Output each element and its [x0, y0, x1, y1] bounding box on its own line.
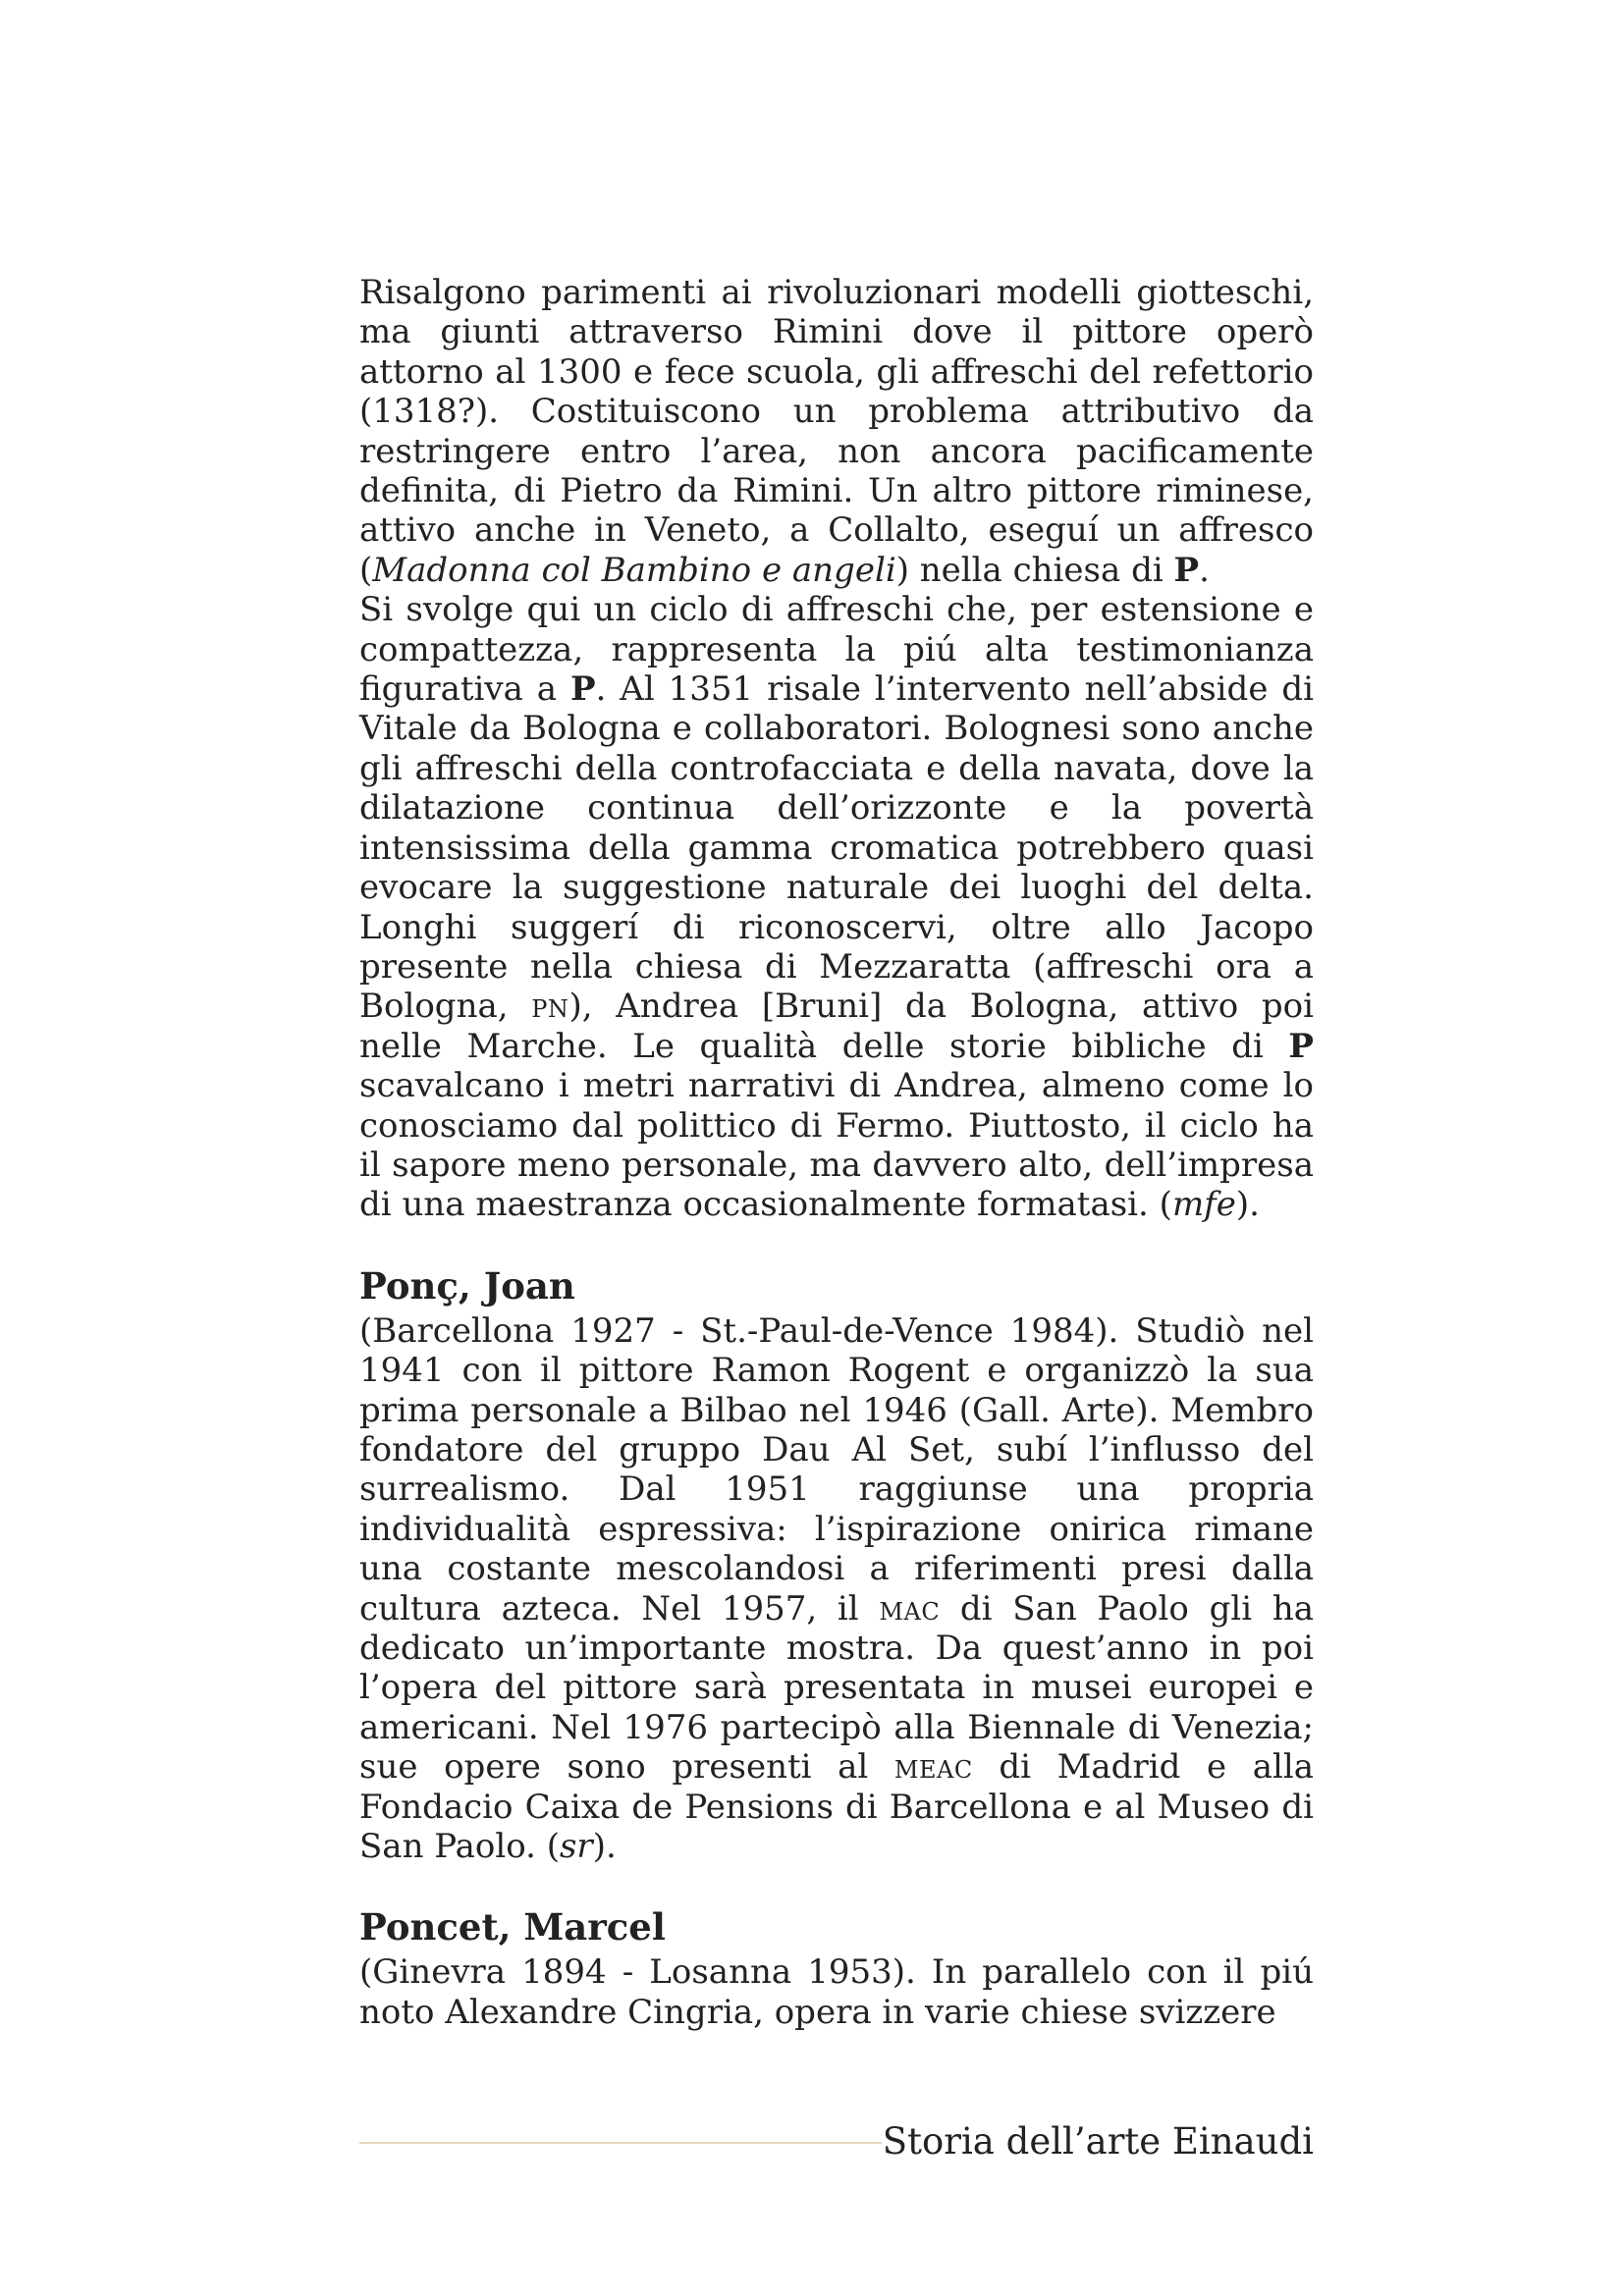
paragraph	[359, 273, 1314, 590]
footer-rule	[359, 2142, 882, 2144]
page-body	[359, 273, 1314, 2032]
text-run: . Al 1351 risale l’intervento nell’abside di Vitale da Bologna e collaboratori. Bolognesi sono anche gli affreschi della controfacciata e della navata, dove la dilatazione continua dell’orizzonte e la povertà intensissima della gamma cromatica potrebbero quasi evocare la suggestione naturale dei luoghi del delta. Longhi suggerí di riconoscervi, oltre allo Jacopo presente nella chiesa di Mezzaratta (affreschi ora a Bologna,	[359, 669, 1315, 1027]
bold-abbreviation: P	[1288, 1026, 1314, 1066]
text-run: di San Paolo gli ha dedicato un’importante mostra. Da quest’anno in poi l’opera del pittore sarà presentata in musei europei e americani. Nel 1976 partecipò alla Biennale di Venezia; sue opere sono presenti al	[359, 1588, 1314, 1788]
footer-publisher: Storia dell’arte Einaudi	[882, 2120, 1314, 2163]
text-run: ) nella chiesa di	[895, 550, 1174, 590]
entry-title: Ponç, Joan	[359, 1263, 575, 1308]
italic-text: Madonna col Bambino e angeli	[372, 550, 896, 590]
text-run: ), Andrea [Bruni] da Bologna, attivo poi nelle Marche. Le qualità delle storie bibliche di	[359, 987, 1315, 1066]
bold-abbreviation: P	[570, 669, 596, 710]
entry-title: Poncet, Marcel	[359, 1905, 666, 1949]
dictionary-entry	[359, 1905, 1314, 2032]
text-run: (Ginevra 1894 - Losanna 1953). In parallelo con il piú noto Alexandre Cingria, opera in varie chiese svizzere	[359, 1952, 1314, 2032]
paragraph	[359, 1952, 1314, 2032]
small-caps-abbreviation: pn	[531, 987, 569, 1027]
dictionary-entry	[359, 1264, 1314, 1867]
paragraph	[359, 590, 1314, 1225]
page-footer	[359, 2120, 1314, 2163]
bold-abbreviation: P	[1173, 550, 1200, 590]
text-run: (Barcellona 1927 - St.-Paul-de-Vence 1984). Studiò nel 1941 con il pittore Ramon Rogent e organizzò la sua prima personale a Bilbao nel 1946 (Gall. Arte). Membro fondatore del gruppo Dau Al Set, subí l’influsso del surrealismo. Dal 1951 raggiunse una propria individualità espressiva: l’ispirazione onirica rimane una costante mescolandosi a riferimenti presi dalla cultura azteca. Nel 1957, il	[359, 1310, 1314, 1629]
text-run: Risalgono parimenti ai rivoluzionari modelli giotteschi, ma giunti attraverso Rimini dove il pittore operò attorno al 1300 e fece scuola, gli affreschi del refettorio (1318?). Costituiscono un problema attributivo da restringere entro l’area, non ancora pacificamente definita, di Pietro da Rimini. Un altro pittore riminese, attivo anche in Veneto, a Collalto, eseguí un affresco (	[359, 273, 1314, 590]
text-run: ).	[1235, 1185, 1260, 1225]
text-run: scavalcano i metri narrativi di Andrea, almeno come lo conosciamo dal polittico di Fermo. Piuttosto, il ciclo ha il sapore meno personale, ma davvero alto, dell’impresa di una maestranza occasionalmente formatasi. (	[359, 1066, 1314, 1225]
text-run: di Madrid e alla Fondacio Caixa de Pensions di Barcellona e al Museo di San Paolo. (	[359, 1747, 1314, 1867]
paragraph	[359, 1311, 1314, 1867]
text-run: .	[1199, 550, 1210, 590]
italic-text: sr	[559, 1827, 593, 1867]
italic-text: mfe	[1171, 1185, 1236, 1225]
intro-section	[359, 273, 1314, 1225]
small-caps-abbreviation: meac	[893, 1747, 973, 1788]
small-caps-abbreviation: mac	[879, 1588, 941, 1629]
entries-section	[359, 1264, 1314, 2033]
text-run: Si svolge qui un ciclo di affreschi che, per estensione e compattezza, rappresenta la piú alta testimonianza figurativa a	[359, 590, 1314, 710]
text-run: ).	[592, 1827, 617, 1867]
